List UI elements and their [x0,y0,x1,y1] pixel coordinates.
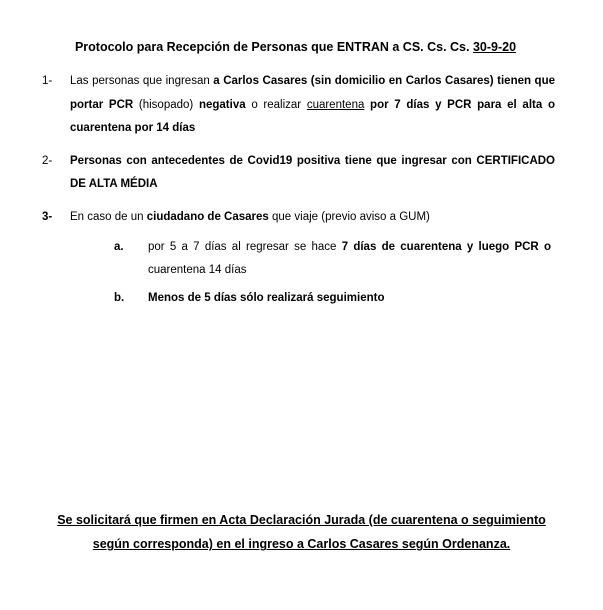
text-run: En caso de un [70,210,147,223]
list-item [28,150,563,197]
list-item [28,70,563,141]
list-item-text [70,155,555,191]
text-run: ciudadano de Casares [146,210,273,223]
sub-list-wrapper [70,236,555,311]
text-run: Menos de 5 días sólo realizará seguimiento [148,291,385,304]
list-item-marker: 1- [42,75,53,88]
text-run: o realizar [251,98,307,111]
page-title [28,38,563,56]
page-title-text: Protocolo para Recepción de Personas que ENTRAN a CS. Cs. Cs. [74,40,473,54]
text-run: a Carlos Casares (sin domicilio en Carlos Casares) tienen que portar PCR [70,75,555,111]
page-title-date: 30-9-20 [472,40,517,54]
sub-list-item-marker: b. [114,291,125,304]
list-item-marker: 3- [42,210,53,223]
sub-list-item [114,236,555,283]
sub-list-item-marker: a. [114,240,124,253]
sub-list-item [114,287,555,311]
list-item-text [70,211,430,223]
text-run: por 7 días y PCR para el alta o cuarentena por 14 días [70,98,555,135]
text-run: cuarentena 14 días [148,264,247,277]
list-item-marker: 2- [42,154,53,167]
text-run: que viaje (previo aviso a GUM) [272,210,430,223]
text-run: negativa [198,98,252,111]
footer-note: Se solicitará que firmen en Acta Declaración Jurada (de cuarentena o seguimiento según corresponda) en el ingreso a Carlos Casares según Ordenanza. [57,513,546,552]
text-run: Personas con antecedentes de Covid19 positiva tiene que ingresar con CERTIFICADO DE ALTA MÉDIA [70,154,555,191]
sub-list [114,236,555,311]
list-item-text [70,75,555,134]
text-run: 7 días de cuarentena y luego PCR o [341,240,552,253]
sub-list-item-text [148,241,551,277]
protocol-list [28,70,563,310]
text-run: cuarentena [306,98,365,111]
text-run: por 5 a 7 días al regresar se hace [148,240,342,253]
text-run: (hisopado) [138,98,199,111]
sub-list-item-text [148,292,384,304]
text-run: Las personas que ingresan [70,75,214,88]
list-item [28,206,563,310]
